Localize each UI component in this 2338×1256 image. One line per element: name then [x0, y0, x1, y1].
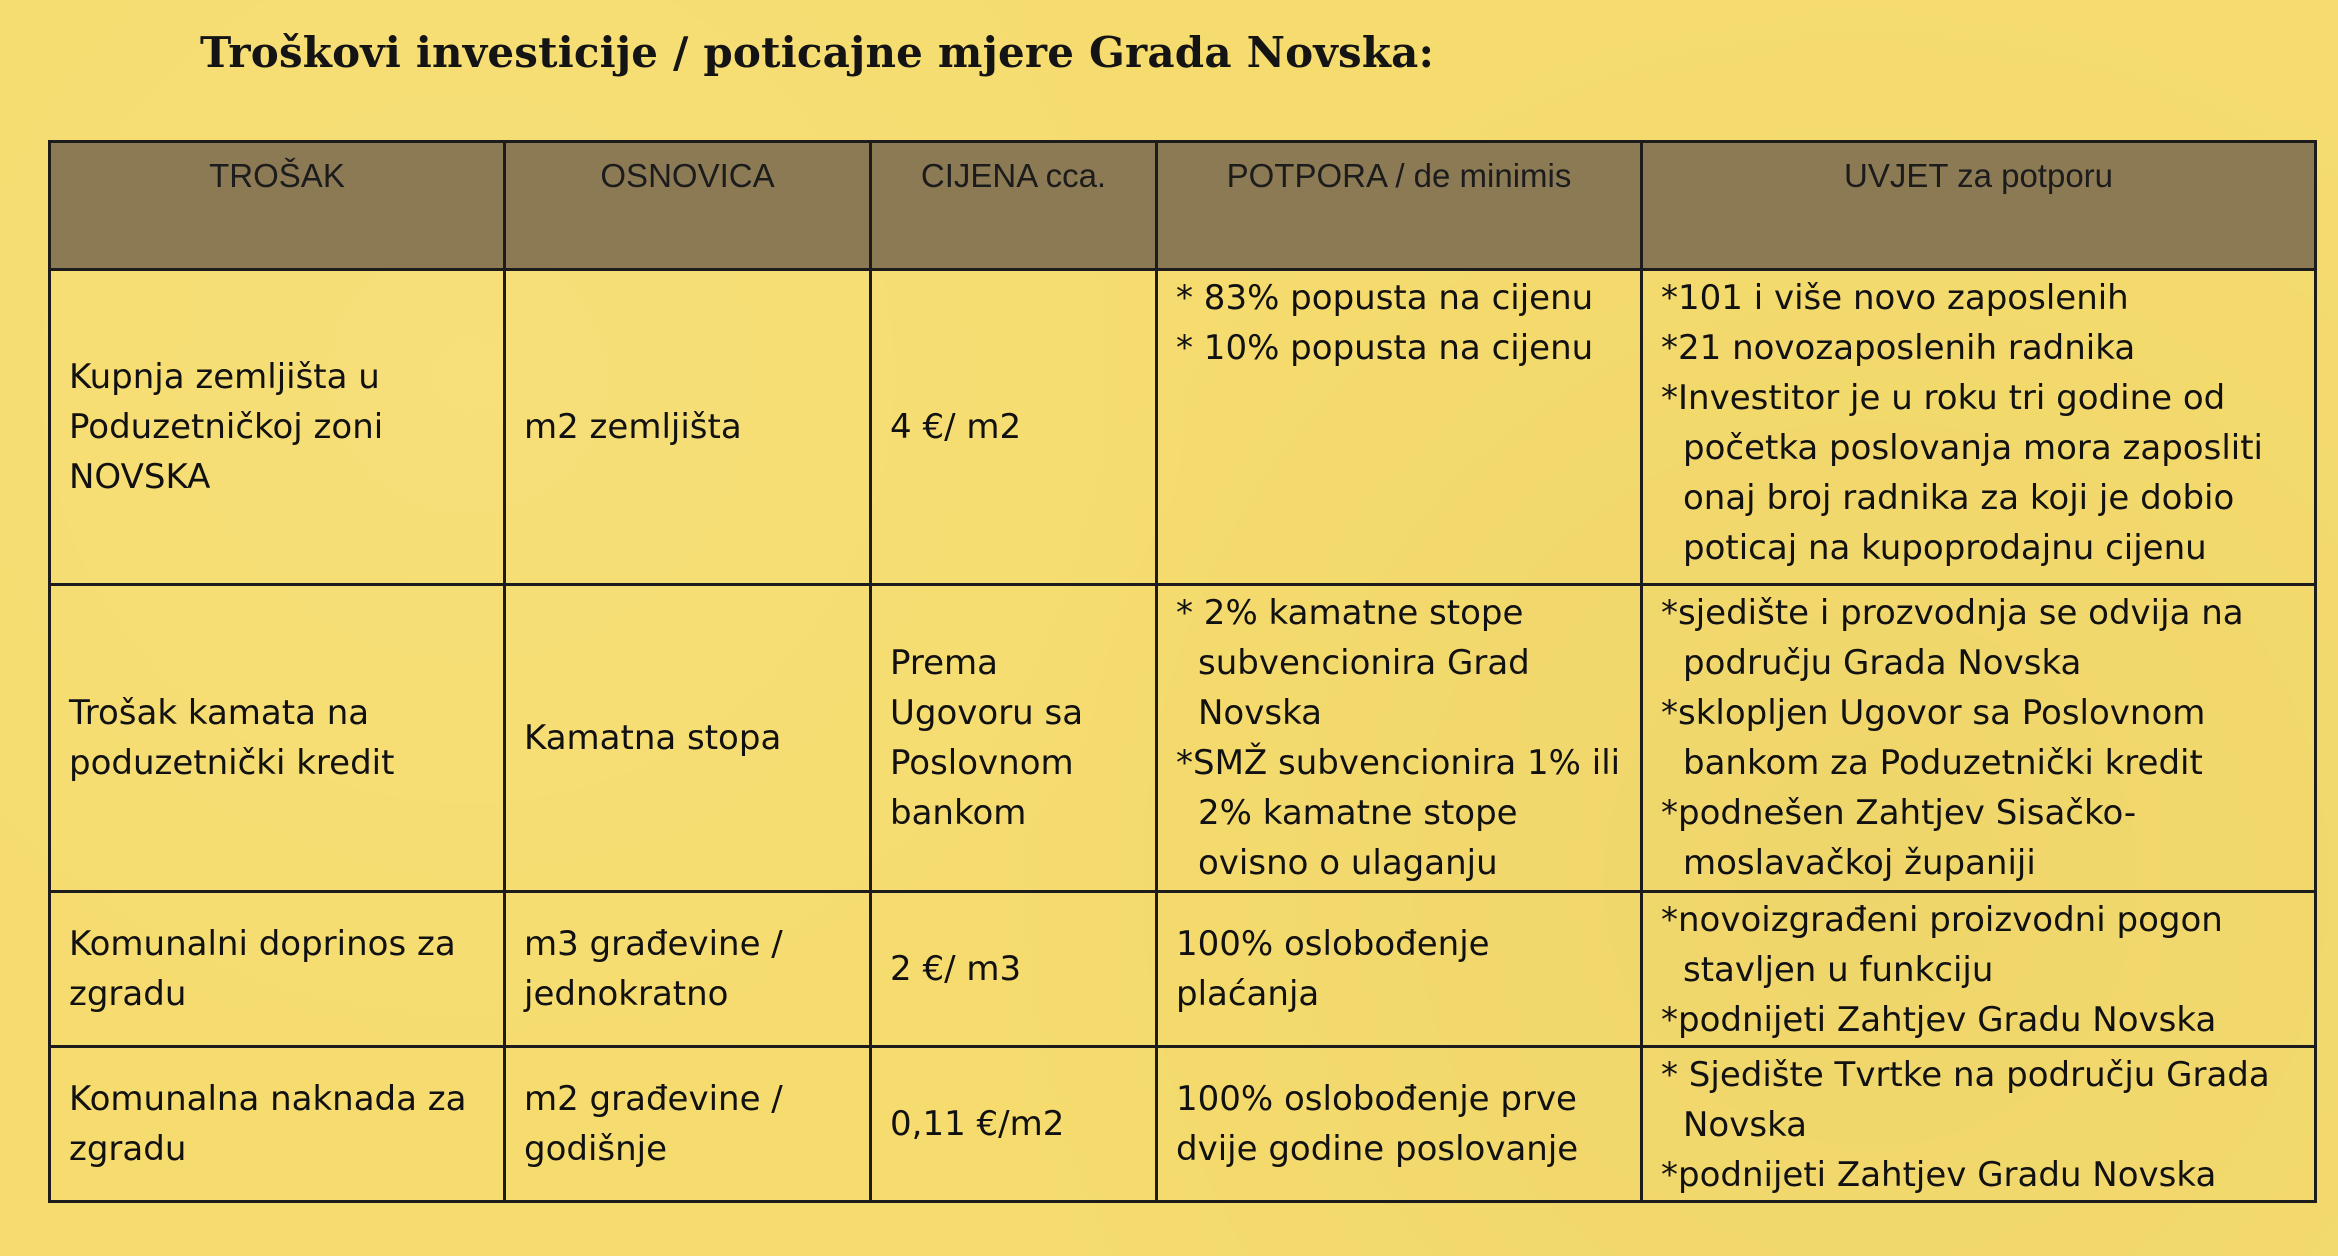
cell-cijena: [871, 585, 1157, 892]
cell-uvjet: [1642, 270, 2316, 585]
cell-line: području Grada Novska: [1683, 643, 2082, 683]
cell-line: subvencionira Grad: [1198, 643, 1530, 683]
cell-line: *sjedište i prozvodnja se odvija na: [1661, 593, 2244, 633]
incentives-table: [48, 140, 2317, 1203]
cell-line: *101 i više novo zaposlenih: [1661, 278, 2129, 318]
cell-trosak: [50, 1047, 505, 1202]
header-osnovica: OSNOVICA: [505, 142, 871, 270]
cell-line: * 10% popusta na cijenu: [1176, 328, 1594, 368]
cell-trosak: [50, 892, 505, 1047]
cell-line: poduzetnički kredit: [69, 743, 395, 783]
cell-osnovica: [505, 585, 871, 892]
cell-line: 0,11 €/m2: [890, 1104, 1065, 1144]
cell-line: Novska: [1198, 693, 1322, 733]
cell-line: * Sjedište Tvrtke na području Grada: [1661, 1055, 2270, 1095]
table-row: [50, 892, 2316, 1047]
cell-potpora: [1157, 270, 1642, 585]
cell-line: *Investitor je u roku tri godine od: [1661, 378, 2226, 418]
cell-line: početka poslovanja mora zaposliti: [1683, 428, 2263, 468]
cell-line: 4 €/ m2: [890, 407, 1022, 447]
table-header-row: [50, 142, 2316, 270]
cell-line: Komunalni doprinos za: [69, 924, 456, 964]
cell-potpora: [1157, 585, 1642, 892]
cell-trosak: [50, 585, 505, 892]
cell-line: plaćanja: [1176, 974, 1320, 1014]
cell-uvjet: [1642, 1047, 2316, 1202]
cell-line: Trošak kamata na: [69, 693, 370, 733]
cell-cijena: [871, 1047, 1157, 1202]
cell-osnovica: [505, 270, 871, 585]
cell-line: Poduzetničkoj zoni: [69, 407, 384, 447]
cell-potpora: [1157, 892, 1642, 1047]
cell-trosak: [50, 270, 505, 585]
cell-line: Ugovoru sa: [890, 693, 1084, 733]
cell-line: jednokratno: [524, 974, 729, 1014]
document-title: Troškovi investicije / poticajne mjere Grada Novska:: [200, 28, 1435, 77]
cell-line: *podnijeti Zahtjev Gradu Novska: [1661, 1155, 2217, 1195]
cell-line: Prema: [890, 643, 999, 683]
cell-line: *podnijeti Zahtjev Gradu Novska: [1661, 1000, 2217, 1040]
cell-line: godišnje: [524, 1129, 668, 1169]
cell-line: *21 novozaposlenih radnika: [1661, 328, 2136, 368]
cell-line: ovisno o ulaganju: [1198, 843, 1498, 883]
cell-line: Kamatna stopa: [524, 718, 782, 758]
cell-line: Poslovnom: [890, 743, 1074, 783]
cell-line: 100% oslobođenje: [1176, 924, 1490, 964]
cell-line: m2 zemljišta: [524, 407, 742, 447]
cell-line: 2 €/ m3: [890, 949, 1022, 989]
cell-line: *novoizgrađeni proizvodni pogon: [1661, 900, 2223, 940]
cell-cijena: [871, 892, 1157, 1047]
cell-line: m3 građevine /: [524, 924, 783, 964]
cell-line: dvije godine poslovanje: [1176, 1129, 1579, 1169]
cell-line: bankom za Poduzetnički kredit: [1683, 743, 2203, 783]
cell-line: stavljen u funkciju: [1683, 950, 1994, 990]
cell-line: Novska: [1683, 1105, 1807, 1145]
table-row: [50, 1047, 2316, 1202]
header-potpora: POTPORA / de minimis: [1157, 142, 1642, 270]
cell-line: *SMŽ subvencionira 1% ili: [1176, 743, 1621, 783]
cell-line: 100% oslobođenje prve: [1176, 1079, 1577, 1119]
cell-line: Komunalna naknada za: [69, 1079, 467, 1119]
table-row: [50, 270, 2316, 585]
cell-line: zgradu: [69, 974, 187, 1014]
header-cijena: CIJENA cca.: [871, 142, 1157, 270]
cell-potpora: [1157, 1047, 1642, 1202]
cell-line: *sklopljen Ugovor sa Poslovnom: [1661, 693, 2206, 733]
cell-line: moslavačkoj županiji: [1683, 843, 2036, 883]
cell-line: NOVSKA: [69, 457, 211, 497]
header-uvjet: UVJET za potporu: [1642, 142, 2316, 270]
cell-uvjet: [1642, 585, 2316, 892]
cell-line: Kupnja zemljišta u: [69, 357, 380, 397]
cell-line: * 2% kamatne stope: [1176, 593, 1524, 633]
cell-line: onaj broj radnika za koji je dobio: [1683, 478, 2235, 518]
cell-osnovica: [505, 892, 871, 1047]
header-trosak: TROŠAK: [50, 142, 505, 270]
cell-line: poticaj na kupoprodajnu cijenu: [1683, 528, 2207, 568]
cell-line: m2 građevine /: [524, 1079, 783, 1119]
cell-line: 2% kamatne stope: [1198, 793, 1518, 833]
table-row: [50, 585, 2316, 892]
cell-uvjet: [1642, 892, 2316, 1047]
cell-osnovica: [505, 1047, 871, 1202]
cell-line: zgradu: [69, 1129, 187, 1169]
cell-cijena: [871, 270, 1157, 585]
cell-line: *podnešen Zahtjev Sisačko-: [1661, 793, 2137, 833]
cell-line: * 83% popusta na cijenu: [1176, 278, 1594, 318]
cell-line: bankom: [890, 793, 1027, 833]
